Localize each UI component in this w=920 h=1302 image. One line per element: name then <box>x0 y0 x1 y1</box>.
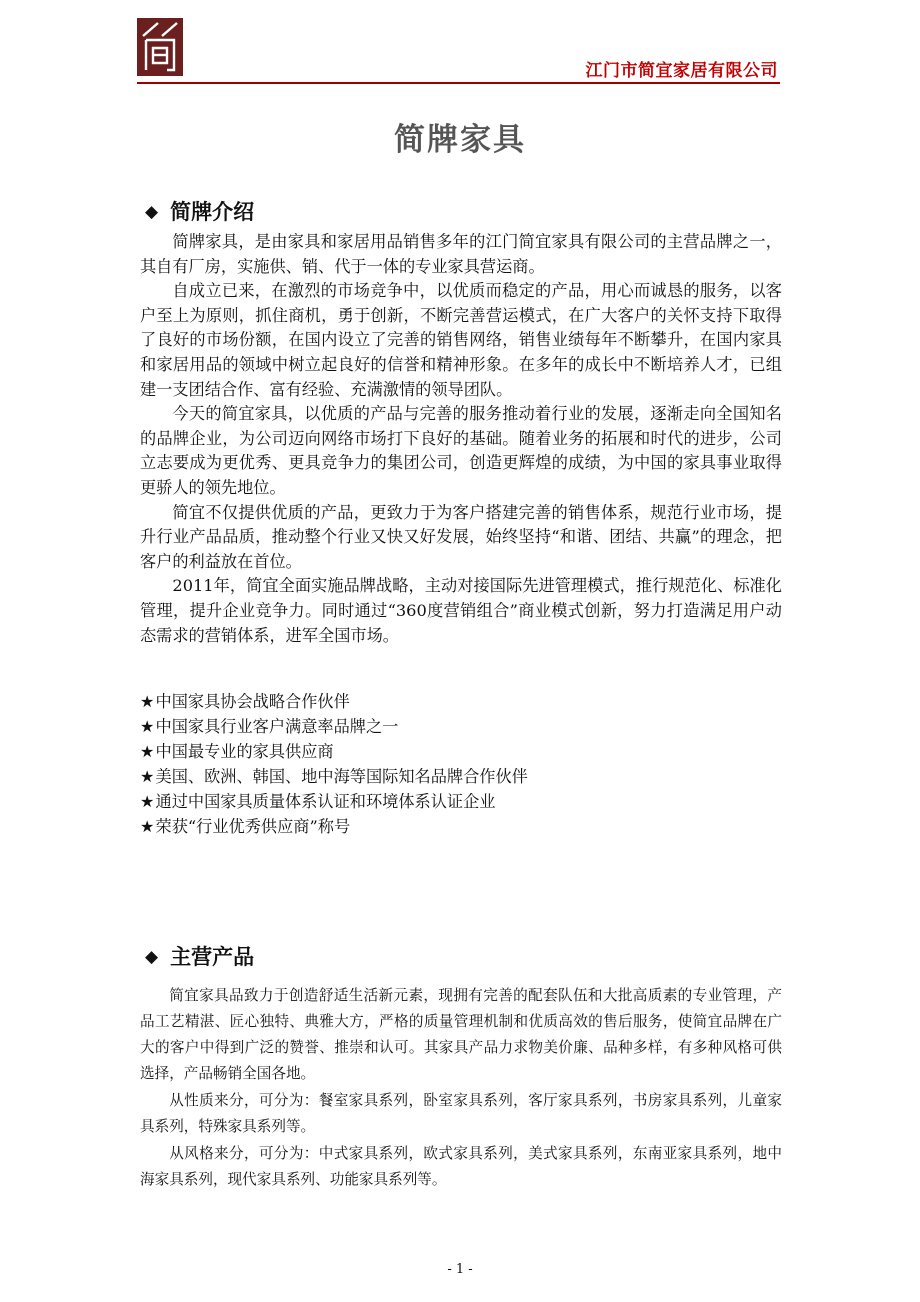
intro-body <box>140 230 782 648</box>
intro-paragraph: 今天的简宜家具，以优质的产品与完善的服务推动着行业的发展，逐渐走向全国知名的品牌企业，为公司迈向网络市场打下良好的基础。随着业务的拓展和时代的进步，公司立志要成为更优秀、更具竞争力的集团公司，创造更辉煌的成绩，为中国的家具事业取得更骄人的领先地位。 <box>140 404 782 497</box>
jian-logo-icon <box>137 18 183 76</box>
honor-item: ★美国、欧洲、韩国、地中海等国际知名品牌合作伙伴 <box>140 767 528 786</box>
products-paragraph: 简宜家具品致力于创造舒适生活新元素，现拥有完善的配套队伍和大批高质素的专业管理，产品工艺精湛、匠心独特、典雅大方，严格的质量管理机制和优质高效的售后服务，使简宜品牌在广大的客户中得到广泛的赞誉、推崇和认可。其家具产品力求物美价廉、品种多样，有多种风格可供选择，产品畅销全国各地。 <box>140 987 782 1082</box>
star-icon: ★ <box>140 767 155 786</box>
page-number: - 1 - <box>447 1262 473 1277</box>
honor-item: ★荣获“行业优秀供应商”称号 <box>140 817 351 836</box>
page-title: 简牌家具 <box>394 122 526 158</box>
star-icon: ★ <box>140 742 155 761</box>
header-divider <box>137 82 780 84</box>
intro-paragraph: 简宜不仅提供优质的产品，更致力于为客户搭建完善的销售体系，规范行业市场，提升行业产品品质，推动整个行业又快又好发展，始终坚持“和谐、团结、共赢”的理念，把客户的利益放在首位。 <box>140 502 782 571</box>
diamond-bullet-icon: ◆ <box>145 202 159 222</box>
honor-item: ★中国家具协会战略合作伙伴 <box>140 692 350 711</box>
diamond-bullet-icon: ◆ <box>145 947 159 967</box>
section-heading-products <box>145 941 254 971</box>
honor-item: ★中国最专业的家具供应商 <box>140 742 334 761</box>
star-icon: ★ <box>140 792 155 811</box>
star-icon: ★ <box>140 817 155 836</box>
section-heading-text: 简牌介绍 <box>170 200 255 224</box>
company-name: 江门市简宜家居有限公司 <box>585 61 778 81</box>
star-icon: ★ <box>140 692 155 711</box>
intro-paragraph: 简牌家具，是由家具和家居用品销售多年的江门简宜家具有限公司的主营品牌之一，其自有厂房，实施供、销、代于一体的专业家具营运商。 <box>140 232 782 276</box>
honor-item: ★通过中国家具质量体系认证和环境体系认证企业 <box>140 792 496 811</box>
honors-list <box>140 689 528 839</box>
products-paragraph: 从性质来分，可分为：餐室家具系列，卧室家具系列，客厅家具系列，书房家具系列，儿童家具系列，特殊家具系列等。 <box>140 1092 782 1135</box>
section-heading-text: 主营产品 <box>170 945 255 969</box>
intro-paragraph: 自成立已来，在激烈的市场竞争中，以优质而稳定的产品，用心而诚恳的服务，以客户至上为原则，抓住商机，勇于创新，不断完善营运模式，在广大客户的关怀支持下取得了良好的市场份额，在国内设立了完善的销售网络，销售业绩每年不断攀升，在国内家具和家居用品的领域中树立起良好的信誉和精神形象。在多年的成长中不断培养人才，已组建一支团结合作、富有经验、充满激情的领导团队。 <box>140 281 782 399</box>
star-icon: ★ <box>140 717 155 736</box>
section-heading-intro <box>145 196 254 226</box>
intro-paragraph: 2011年，简宜全面实施品牌战略，主动对接国际先进管理模式，推行规范化、标准化管理，提升企业竞争力。同时通过“360度营销组合”商业模式创新，努力打造满足用户动态需求的营销体系，进军全国市场。 <box>140 576 782 645</box>
products-paragraph: 从风格来分，可分为：中式家具系列，欧式家具系列，美式家具系列，东南亚家具系列，地中海家具系列，现代家具系列、功能家具系列等。 <box>140 1145 782 1188</box>
honor-item: ★中国家具行业客户满意率品牌之一 <box>140 717 399 736</box>
products-body <box>140 983 782 1194</box>
